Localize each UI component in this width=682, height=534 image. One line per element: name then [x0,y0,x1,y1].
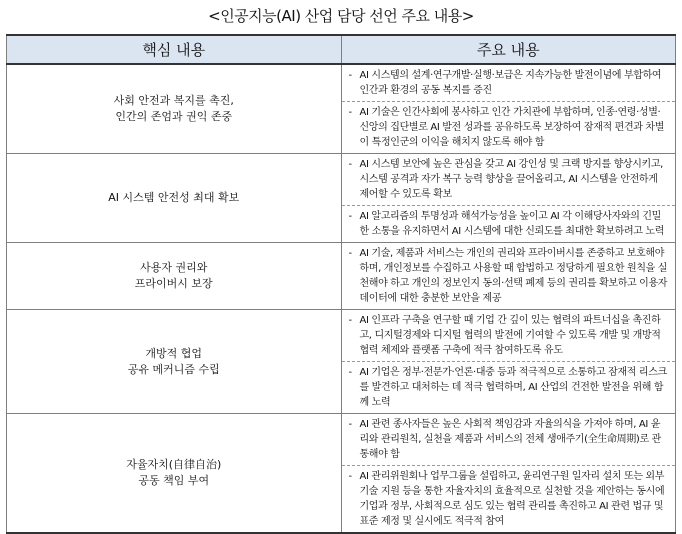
row-category: 개방적 협업 공유 메커니즘 수립 [7,310,342,414]
list-item: - AI 시스템 보안에 높은 관심을 갖고 AI 강인성 및 크랙 방지를 향상시키고, 시스템 공격과 자가 복구 능력 향상을 끌어올리고, AI 시스템을 안전하게 제어할 수 있도록 확보 [342,154,676,205]
declaration-table [6,34,676,534]
list-item: - AI 시스템의 설계·연구개발·실행·보급은 지속가능한 발전이념에 부합하여 인간과 환경의 공동 복지를 증진 [342,65,676,101]
table-row [7,154,676,243]
header-content: 주요 내용 [341,35,676,64]
table-row [7,64,676,154]
row-items [341,64,676,154]
header-category: 핵심 내용 [7,35,342,64]
table-row [7,310,676,414]
row-category: 자율자치(自律自治) 공동 책임 부여 [7,414,342,534]
table-header-row [7,35,676,64]
list-item: - AI 기술은 인간사회에 봉사하고 인간 가치관에 부합하며, 인종·연령·성별·신앙의 집단별로 AI 발전 성과를 공유하도록 보장하여 잠재적 편견과 차별이 특정인군의 이익을 해치지 않도록 해야 함 [342,101,676,153]
list-item: - AI 인프라 구축을 연구할 때 기업 간 깊이 있는 협력의 파트너십을 촉진하고, 디지털경제와 디지털 협력의 발전에 기여할 수 있도록 개발 및 개방적 협력 체제와 플랫폼 구축에 적극 참여하도록 유도 [342,310,676,361]
row-items [341,414,676,534]
list-item: - AI 관련 종사자들은 높은 사회적 책임감과 자율의식을 가져야 하며, AI 윤리와 관리원칙, 실천을 제품과 서비스의 전체 생애주기(全生命周期)로 관통해야 함 [342,414,676,465]
page-title: <인공지능(AI) 산업 담당 선언 주요 내용> [208,7,474,25]
row-category: 사회 안전과 복지를 촉진, 인간의 존엄과 권익 존중 [7,64,342,154]
list-item: - AI 관리위원회나 업무그룹을 설립하고, 윤리연구원 일자리 설치 또는 외부 기술 지원 등을 통한 자율자치의 효율적으로 실천할 것을 제안하는 동시에 기업과 정부, 사회적으로 심도 있는 협력 관리를 촉진하고 AI 관련 법규 및 표준 제정 및 실시에도 적극적 참여 [342,465,676,532]
row-category: AI 시스템 안전성 최대 확보 [7,154,342,243]
table-row [7,243,676,310]
list-item: - AI 알고리즘의 투명성과 해석가능성을 높이고 AI 각 이해당사자와의 긴밀한 소통을 유지하면서 AI 시스템에 대한 신뢰도를 최대한 확보하려고 노력 [342,205,676,242]
table-row [7,414,676,534]
row-category: 사용자 권리와 프라이버시 보장 [7,243,342,310]
row-items [341,310,676,414]
list-item: - AI 기술, 제품과 서비스는 개인의 권리와 프라이버시를 존중하고 보호해야 하며, 개인정보를 수집하고 사용할 때 합법하고 정당하게 필요한 원칙을 실천해야 하고 개인의 정보인지 동의·선택 폐제 등의 권리를 확보하고 이용자 데이터에 대한 충분한 보안을 제공 [342,243,676,309]
list-item: - AI 기업은 정부·전문가·언론·대중 등과 적극적으로 소통하고 잠재적 리스크를 발견하고 대처하는 데 적극 협력하며, AI 산업의 건전한 발전을 위해 함께 노력 [342,361,676,413]
row-items [341,243,676,310]
row-items [341,154,676,243]
